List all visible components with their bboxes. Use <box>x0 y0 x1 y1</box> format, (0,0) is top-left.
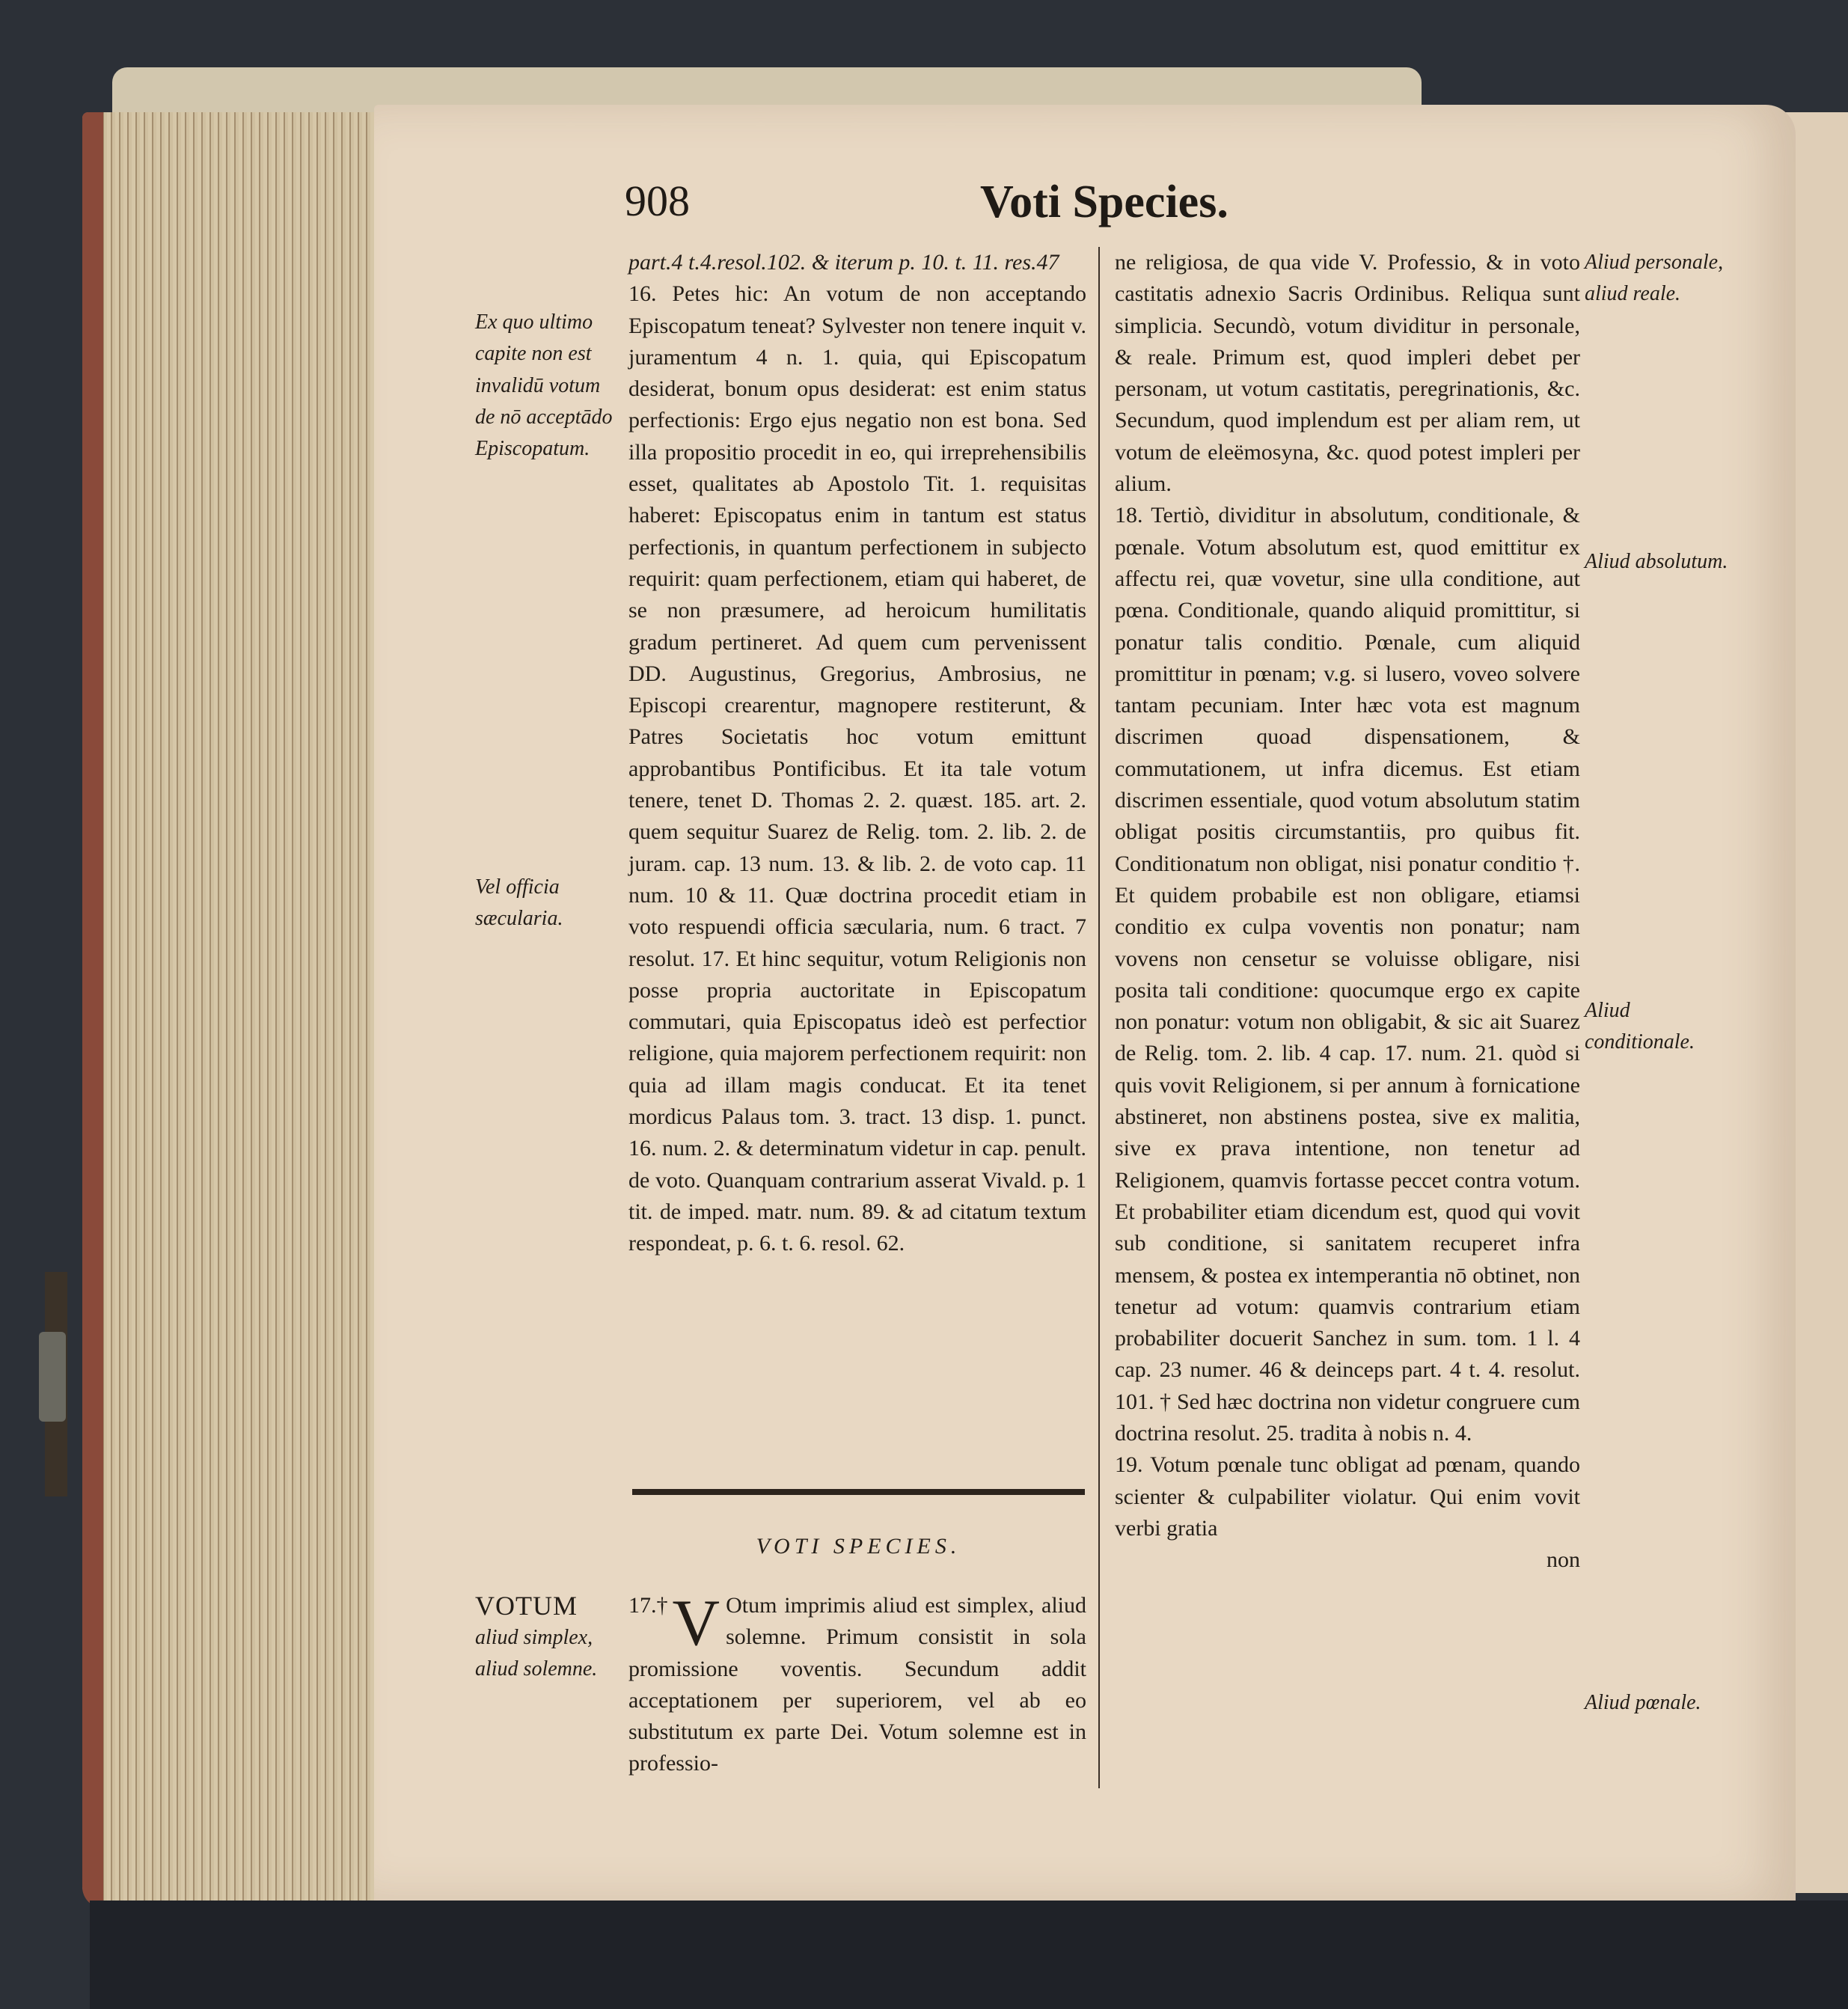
catchword: non <box>1546 1547 1580 1573</box>
drop-cap: V <box>672 1587 720 1660</box>
paragraph-17-text: Otum imprimis aliud est simplex, aliud solemne. Primum consistit in sola promissione voventis. Secundum addit acceptationem per superiorem, vel ab eo substitutum ex parte Dei. Votum solemne est in professio- <box>628 1593 1086 1776</box>
section-divider <box>632 1489 1085 1495</box>
margin-note-left-1: Ex quo ultimo capite non est invalidū votum de nō acceptādo Episcopatum. <box>475 311 613 461</box>
bottom-shadow <box>90 1901 1848 2009</box>
page-number: 908 <box>625 177 690 225</box>
paragraph-17 <box>628 1587 1086 1780</box>
margin-note-right-4: Aliud pœnale. <box>1585 1691 1701 1714</box>
paragraph-17-block <box>628 1587 1086 1780</box>
paragraph-18: 18. Tertiò, dividitur in absolutum, conditionale, & pœnale. Votum absolutum est, quod emittitur ex affectu rei, quæ vovetur, sine ulla conditione, aut pœna. Conditionale, quando aliquid promittitur, si ponatur talis conditio. Pœnale, cum aliquid promittitur in pœnam; v.g. si lusero, voveo solvere tantam pecuniam. Inter hæc vota est magnum discrimen quoad dispensationem, & commutationem, ut infra dicemus. Est etiam discrimen essentiale, quod votum absolutum statim obligat positis circumstantiis, pro quibus fit. Conditionatum non obligat, nisi ponatur conditio †. Et quidem probabile est non obligare, etiamsi conditio ex culpa voventis non ponatur; nam vovens non censetur se voluisse obligare, nisi posita tali conditione: quocumque ergo ex capite non ponatur: votum non obligabit, & sic ait Suarez de Relig. tom. 2. lib. 4 cap. 17. num. 21. quòd si quis vovit Religionem, si per annum à fornicatione abstineret, non abstinens postea, sive ex malitia, sive ex prava intentione, non tenetur ad Religionem, quamvis fortasse peccet contra votum. Et probabiliter etiam dicendum est, quod qui vovit sub conditione, si sanitatem recuperet infra mensem, & postea ex intemperantia nō obtinet, non tenetur ad votum: quamvis contrarium etiam probabiliter docuerit Sanchez in sum. tom. 1 l. 4 cap. 23 numer. 46 & deinceps part. 4 t. 4. resolut. 101. † Sed hæc doctrina non videtur congruere cum doctrina resolut. 25. tradita à nobis n. 4. <box>1115 503 1580 1446</box>
paragraph-17-continued: ne religiosa, de qua vide V. Professio, & in voto castitatis adnexio Sacris Ordinibus. Reliqua sunt simplicia. Secundò, votum dividitur in personale, & reale. Primum est, quod impleri debet per personam, ut votum castitatis, peregrinationis, &c. Secundum, quod implendum est per aliam rem, ut votum de eleëmosyna, &c. quod potest impleri per alium. <box>1115 250 1580 497</box>
paragraph-17-number: 17.† <box>628 1593 668 1618</box>
stacked-page-edges <box>82 112 382 1908</box>
margin-note-left-3: aliud simplex, aliud solemne. <box>475 1626 598 1681</box>
right-text-column <box>1115 247 1580 1576</box>
column-rule <box>1098 247 1100 1788</box>
margin-note-right-1: Aliud personale, aliud reale. <box>1585 251 1724 306</box>
margin-note-left-3-caps: VOTUM <box>475 1591 578 1621</box>
running-title: Voti Species. <box>980 177 1229 227</box>
left-text-column <box>628 247 1086 1260</box>
margin-note-right-2: Aliud absolutum. <box>1585 550 1728 573</box>
margin-note-left-2: Vel officia sæcularia. <box>475 875 563 931</box>
section-title: VOTI SPECIES. <box>756 1534 961 1559</box>
reference-line: part.4 t.4.resol.102. & iterum p. 10. t. 11. res.47 <box>628 250 1059 275</box>
margin-note-right-3: Aliud conditionale. <box>1585 999 1695 1054</box>
paragraph-19: 19. Votum pœnale tunc obligat ad pœnam, quando scienter & culpabiliter violatur. Qui enim vovit verbi gratia <box>1115 1452 1580 1541</box>
paragraph-16: 16. Petes hic: An votum de non acceptando Episcopatum teneat? Sylvester non tenere inquit v. juramentum 4 n. 1. quia, qui Episcopatum desiderat, bonum opus desiderat: est enim status perfectionis: Ergo ejus negatio non est bona. Sed illa propositio procedit in eo, qui irreprehensibilis esset, qualitates ab Apostolo Tit. 1. requisitas haberet: Episcopatus enim in tantum est status perfectionis, in quantum perfectionem in subjecto requirit: quam perfectionem, etiam qui haberet, de se non præsumere, ad heroicum humilitatis gradum pertineret. Ad quem cum pervenissent DD. Augustinus, Gregorius, Ambrosius, ne Episcopi crearentur, magnopere restiterunt, & Patres Societatis hoc votum emittunt approbantibus Pontificibus. Et ita tale votum tenere, tenet D. Thomas 2. 2. quæst. 185. art. 2. quem sequitur Suarez de Relig. tom. 2. lib. 2. de juram. cap. 13 num. 13. & lib. 2. de voto cap. 11 num. 10 & 11. Quæ doctrina procedit etiam in voto respuendi officia sæcularia, num. 6 tract. 7 resolut. 17. Et hinc sequitur, votum Religionis non posse propria auctoritate in Episcopatum commutari, quia Episcopatus ideò est perfectior religione, quia majorem perfectionem requirit: non quia ad illam magis conducat. Et ita tenet mordicus Palaus tom. 3. tract. 13 disp. 1. punct. 16. num. 2. & determinatum videtur in cap. penult. de voto. Quanquam contrarium asserat Vivald. p. 1 tit. de imped. matr. num. 89. & ad citatum textum respondeat, p. 6. t. 6. resol. 62. <box>628 281 1086 1256</box>
metal-clasp <box>39 1332 66 1422</box>
